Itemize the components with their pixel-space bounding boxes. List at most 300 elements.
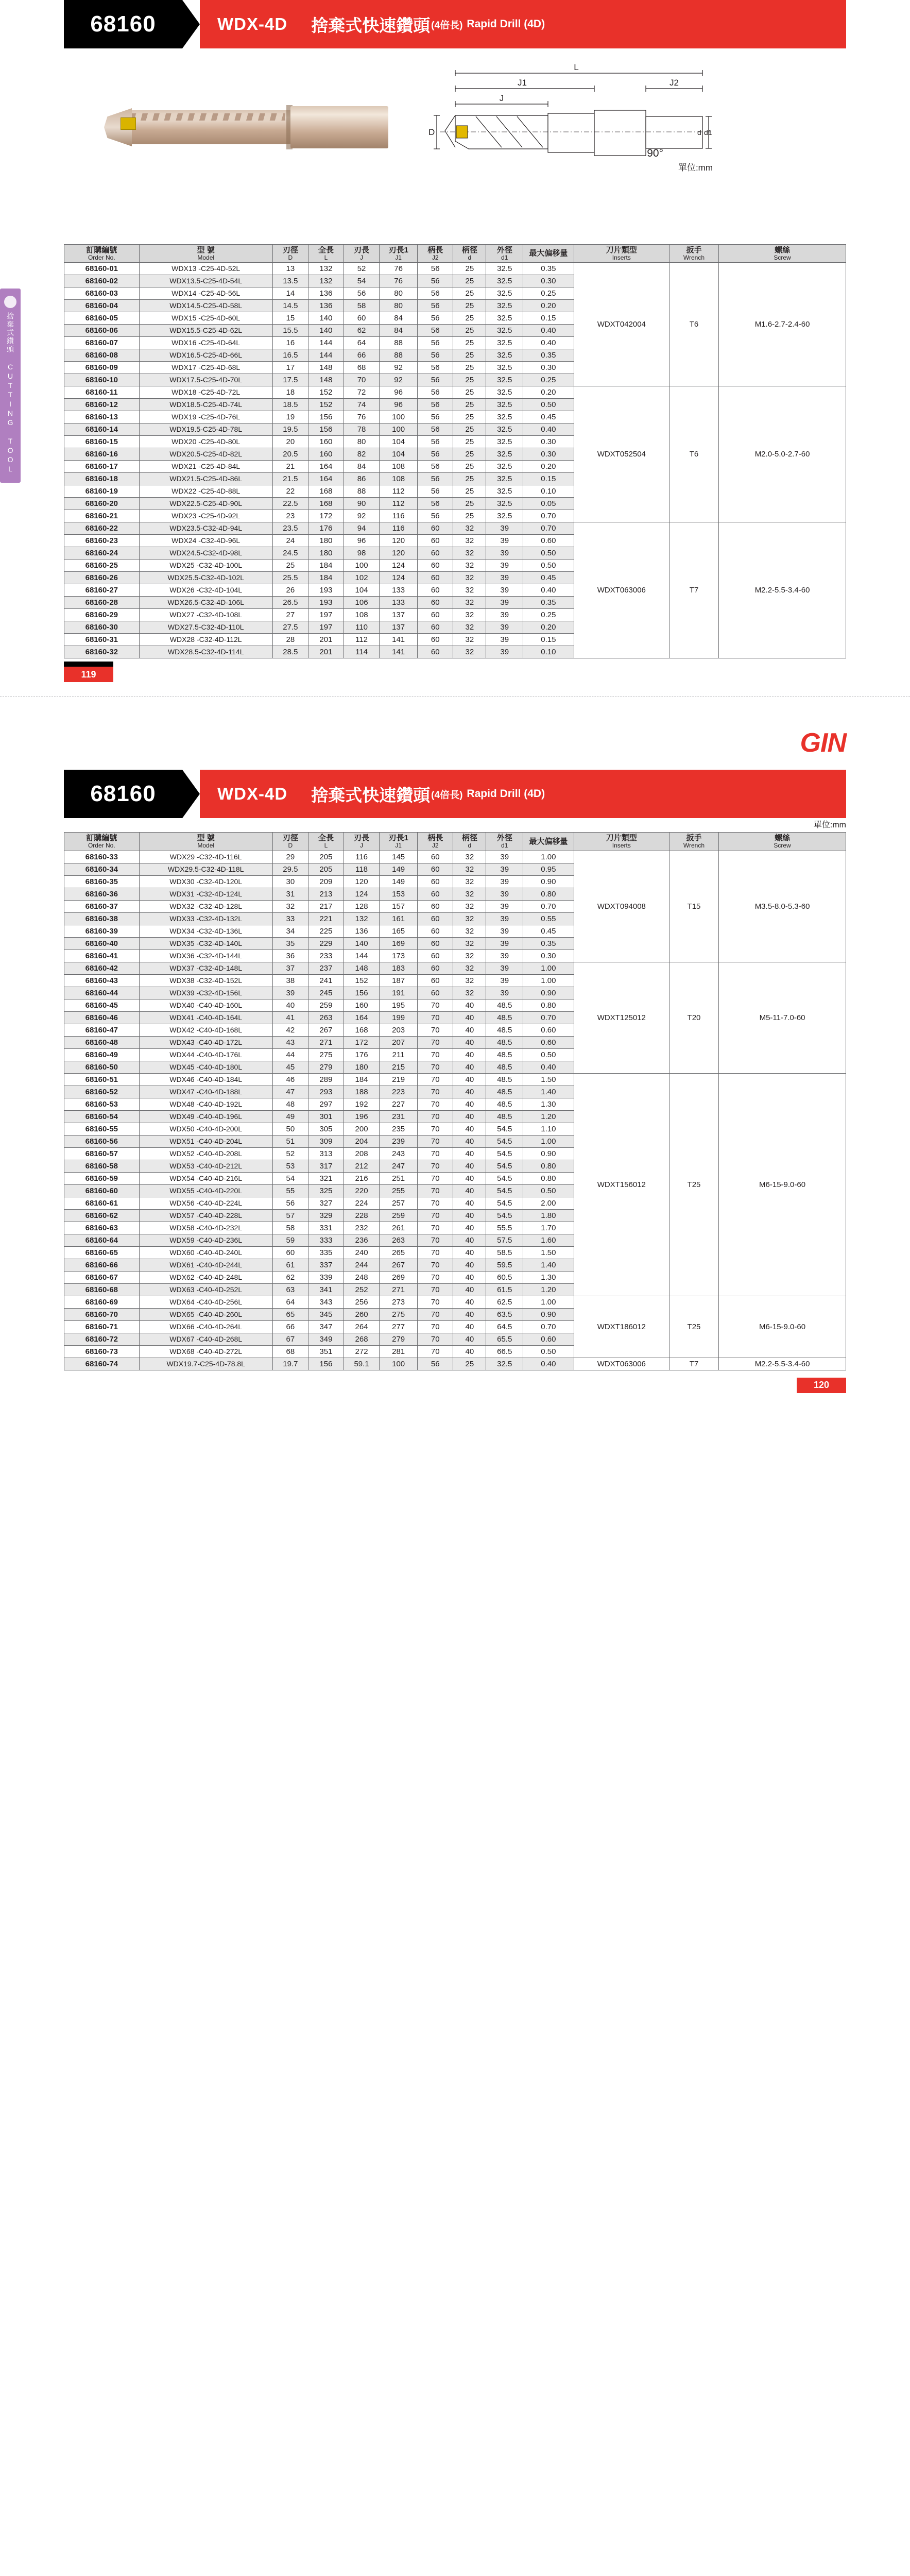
th-d [272,245,308,263]
cell-value: 136 [308,287,344,300]
cell-value: 349 [308,1333,344,1345]
cell-model: WDX63 -C40-4D-252L [139,1283,272,1296]
cell-value: 38 [272,974,308,987]
cell-value: 70 [418,1048,453,1061]
cell-value: 48.5 [486,1098,523,1110]
cell-value: 32 [453,584,486,597]
cell-value: 58 [344,300,380,312]
cell-value: 40 [453,1086,486,1098]
cell-value: 29 [272,851,308,863]
cell-order-no: 68160-72 [64,1333,140,1345]
cell-value: 196 [344,1110,380,1123]
cell-value: 243 [380,1147,418,1160]
cell-value: 57.5 [486,1234,523,1246]
cell-insert: WDXT094008 [574,851,669,962]
th-inserts-120: 刀片類型 Inserts [574,833,669,851]
cell-value: 224 [344,1197,380,1209]
cell-value: 102 [344,572,380,584]
cell-value: 136 [344,925,380,937]
cell-value: 70 [418,1320,453,1333]
cell-value: 0.30 [523,436,574,448]
cell-value: 281 [380,1345,418,1358]
cell-value: 84 [380,312,418,325]
cell-order-no: 68160-41 [64,950,140,962]
cell-value: 32 [453,851,486,863]
cell-value: 76 [344,411,380,423]
cell-value: 0.90 [523,987,574,999]
code-arrow-icon-120 [182,770,200,818]
cell-value: 56 [418,300,453,312]
cell-value: 168 [308,485,344,498]
cell-value: 32.5 [486,436,523,448]
cell-value: 124 [380,560,418,572]
side-tab-left [0,289,21,483]
cell-value: 32.5 [486,411,523,423]
cell-value: 271 [308,1036,344,1048]
cell-order-no: 68160-50 [64,1061,140,1073]
th-wrench [669,245,718,263]
cell-value: 23 [272,510,308,522]
cell-value: 0.15 [523,634,574,646]
cell-value: 104 [380,448,418,461]
cell-value: 40 [272,999,308,1011]
cell-value: 39 [486,950,523,962]
th-j1 [380,245,418,263]
cell-value: 152 [308,399,344,411]
cell-value: 60 [418,863,453,875]
cell-value: 201 [308,646,344,658]
unit-note: 單位:mm [678,163,713,173]
cell-value: 88 [344,485,380,498]
cell-value: 1.00 [523,962,574,974]
cell-value: 164 [308,461,344,473]
cell-model: WDX17.5-C25-4D-70L [139,374,272,386]
cell-value: 245 [308,987,344,999]
cell-value: 32 [453,609,486,621]
cell-value: 0.90 [523,875,574,888]
svg-text:d1: d1 [704,128,712,137]
cell-model: WDX61 -C40-4D-244L [139,1259,272,1271]
cell-model: WDX44 -C40-4D-176L [139,1048,272,1061]
cell-value: 67 [272,1333,308,1345]
cell-value: 25 [453,287,486,300]
cell-value: 1.60 [523,1234,574,1246]
cell-order-no: 68160-17 [64,461,140,473]
cell-value: 203 [380,1024,418,1036]
cell-value: 44 [272,1048,308,1061]
cell-model: WDX54 -C40-4D-216L [139,1172,272,1184]
cell-value: 70 [418,1333,453,1345]
cell-insert: WDXT063006 [574,1358,669,1370]
cell-value: 70 [418,1308,453,1320]
cell-value: 0.80 [523,888,574,900]
cell-value: 25 [453,337,486,349]
cell-order-no: 68160-31 [64,634,140,646]
cell-order-no: 68160-25 [64,560,140,572]
cell-value: 60 [418,584,453,597]
cell-value: 25 [453,436,486,448]
svg-text:D: D [428,127,435,137]
cell-value: 228 [344,1209,380,1222]
cell-value: 70 [418,1259,453,1271]
cell-order-no: 68160-20 [64,498,140,510]
cell-value: 58 [272,1222,308,1234]
cell-value: 70 [418,999,453,1011]
cell-value: 0.15 [523,312,574,325]
cell-model: WDX25.5-C32-4D-102L [139,572,272,584]
cell-value: 259 [380,1209,418,1222]
cell-value: 267 [308,1024,344,1036]
cell-model: WDX15 -C25-4D-60L [139,312,272,325]
cell-value: 120 [380,535,418,547]
cell-order-no: 68160-53 [64,1098,140,1110]
cell-value: 56 [418,386,453,399]
cell-value: 277 [380,1320,418,1333]
cell-value: 149 [380,875,418,888]
cell-value: 331 [308,1222,344,1234]
cell-value: 0.80 [523,1172,574,1184]
cell-value: 0.30 [523,362,574,374]
cell-value: 351 [308,1345,344,1358]
table-row [64,1296,846,1308]
cell-value: 60 [418,912,453,925]
cell-value: 40 [453,1320,486,1333]
insert-icon [121,117,136,130]
cell-model: WDX33 -C32-4D-132L [139,912,272,925]
cell-value: 15 [272,312,308,325]
cell-value: 204 [344,1135,380,1147]
cell-value: 208 [344,1147,380,1160]
svg-text:J1: J1 [518,78,527,88]
cell-value: 48.5 [486,1061,523,1073]
cell-value: 48.5 [486,1073,523,1086]
cell-value: 0.90 [523,1308,574,1320]
cell-order-no: 68160-23 [64,535,140,547]
cell-value: 56 [418,436,453,448]
cell-value: 233 [308,950,344,962]
cell-value: 27.5 [272,621,308,634]
cell-order-no: 68160-01 [64,263,140,275]
cell-value: 40 [453,1345,486,1358]
cell-value: 56 [418,498,453,510]
cell-value: 70 [418,1209,453,1222]
cell-value: 133 [380,584,418,597]
cell-value: 25 [453,498,486,510]
cell-value: 248 [344,1271,380,1283]
cell-screw: M6-15-9.0-60 [719,1296,846,1358]
cell-order-no: 68160-21 [64,510,140,522]
cell-value: 80 [380,300,418,312]
cell-value: 120 [380,547,418,560]
th-d1-en: d1 [501,253,508,261]
cell-value: 0.70 [523,522,574,535]
cell-model: WDX26 -C32-4D-104L [139,584,272,597]
cell-value: 54.5 [486,1197,523,1209]
cell-value: 144 [308,349,344,362]
table-row [64,522,846,535]
cell-value: 215 [380,1061,418,1073]
cell-value: 80 [344,436,380,448]
th-model-cn: 型 號 [197,246,215,255]
header-model-120: WDX-4D [217,784,288,804]
cell-model: WDX23.5-C32-4D-94L [139,522,272,535]
cell-order-no: 68160-66 [64,1259,140,1271]
cell-value: 40 [453,1259,486,1271]
cell-value: 64 [272,1296,308,1308]
cell-value: 60 [418,522,453,535]
cell-model: WDX43 -C40-4D-172L [139,1036,272,1048]
cell-value: 221 [308,912,344,925]
cell-value: 56 [418,349,453,362]
cell-value: 82 [344,448,380,461]
th-j1-en: J1 [395,253,402,261]
cell-model: WDX37 -C32-4D-148L [139,962,272,974]
cell-value: 96 [380,386,418,399]
cell-order-no: 68160-30 [64,621,140,634]
cell-screw: M6-15-9.0-60 [719,1073,846,1296]
cell-value: 32.5 [486,312,523,325]
cell-value: 66 [272,1320,308,1333]
cell-value: 0.20 [523,461,574,473]
cell-value: 39 [486,863,523,875]
cell-value: 200 [344,1123,380,1135]
cell-model: WDX16 -C25-4D-64L [139,337,272,349]
cell-model: WDX34 -C32-4D-136L [139,925,272,937]
cell-value: 1.30 [523,1271,574,1283]
cell-value: 32 [453,962,486,974]
cell-value: 25 [453,362,486,374]
cell-model: WDX26.5-C32-4D-106L [139,597,272,609]
cell-order-no: 68160-46 [64,1011,140,1024]
cell-value: 60 [418,987,453,999]
cell-order-no: 68160-22 [64,522,140,535]
cell-value: 168 [344,1024,380,1036]
cell-model: WDX18 -C25-4D-72L [139,386,272,399]
cell-value: 112 [380,485,418,498]
cell-value: 199 [380,1011,418,1024]
cell-value: 32.5 [486,287,523,300]
cell-order-no: 68160-68 [64,1283,140,1296]
cell-value: 40 [453,1296,486,1308]
cell-value: 18 [272,386,308,399]
cell-value: 56 [418,485,453,498]
cell-value: 39 [486,584,523,597]
cell-value: 70 [418,1184,453,1197]
cell-value: 32 [453,937,486,950]
cell-model: WDX24.5-C32-4D-98L [139,547,272,560]
cell-value: 32.5 [486,473,523,485]
cell-value: 32 [453,646,486,658]
cell-value: 60 [418,621,453,634]
cell-value: 39 [486,888,523,900]
cell-value: 180 [344,1061,380,1073]
cell-value: 1.50 [523,1246,574,1259]
cell-value: 1.00 [523,1296,574,1308]
cell-value: 137 [380,609,418,621]
th-d1-120: 外徑 d1 [486,833,523,851]
th-offset-120: 最大偏移量 [523,833,574,851]
cell-value: 56 [418,325,453,337]
cell-value: 28.5 [272,646,308,658]
cell-value: 0.60 [523,1036,574,1048]
cell-value: 96 [344,535,380,547]
cell-value: 156 [308,411,344,423]
cell-value: 0.40 [523,325,574,337]
cell-value: 25 [453,473,486,485]
cell-value: 59.1 [344,1358,380,1370]
cell-wrench: T6 [669,386,718,522]
cell-value: 301 [308,1110,344,1123]
cell-value: 32 [453,912,486,925]
cell-value: 70 [418,1172,453,1184]
cell-value: 54.5 [486,1172,523,1184]
page-header-120 [64,770,846,818]
cell-value: 70 [418,1086,453,1098]
cell-value: 0.35 [523,597,574,609]
cell-value: 1.00 [523,1135,574,1147]
gin-logo-text: GIN [800,728,846,758]
cell-model: WDX32 -C32-4D-128L [139,900,272,912]
cell-model: WDX39 -C32-4D-156L [139,987,272,999]
cell-wrench: T6 [669,263,718,386]
cell-order-no: 68160-43 [64,974,140,987]
drill-flute [131,113,285,121]
cell-model: WDX27.5-C32-4D-110L [139,621,272,634]
cell-value: 70 [418,1222,453,1234]
cell-value: 70 [418,1024,453,1036]
cell-order-no: 68160-11 [64,386,140,399]
cell-value: 70 [418,1345,453,1358]
cell-value: 0.50 [523,547,574,560]
cell-value: 60 [418,535,453,547]
cell-value: 279 [380,1333,418,1345]
cell-model: WDX58 -C40-4D-232L [139,1222,272,1234]
cell-model: WDX55 -C40-4D-220L [139,1184,272,1197]
cell-value: 28 [272,634,308,646]
cell-value: 255 [380,1184,418,1197]
cell-order-no: 68160-44 [64,987,140,999]
cell-value: 193 [308,584,344,597]
cell-value: 112 [344,634,380,646]
cell-value: 48.5 [486,1036,523,1048]
cell-value: 0.55 [523,912,574,925]
cell-insert: WDXT125012 [574,962,669,1073]
cell-value: 252 [344,1283,380,1296]
cell-value: 216 [344,1172,380,1184]
cell-insert: WDXT063006 [574,522,669,658]
cell-value: 72 [344,386,380,399]
cell-value: 160 [344,999,380,1011]
cell-value: 321 [308,1172,344,1184]
cell-value: 128 [344,900,380,912]
cell-value: 156 [308,1358,344,1370]
cell-value: 63.5 [486,1308,523,1320]
cell-value: 84 [380,325,418,337]
cell-value: 65.5 [486,1333,523,1345]
cell-value: 172 [344,1036,380,1048]
cell-value: 39 [486,547,523,560]
th-j2-en: J2 [432,253,439,261]
cell-value: 41 [272,1011,308,1024]
cell-value: 32.5 [486,362,523,374]
cell-model: WDX22.5-C25-4D-90L [139,498,272,510]
cell-model: WDX59 -C40-4D-236L [139,1234,272,1246]
cell-value: 55.5 [486,1222,523,1234]
cell-value: 39 [272,987,308,999]
spec-table-body-120 [64,851,846,1370]
cell-value: 32 [453,925,486,937]
cell-value: 32 [453,974,486,987]
cell-screw: M2.2-5.5-3.4-60 [719,1358,846,1370]
page-number-119: 119 [64,667,113,682]
cell-value: 40 [453,1061,486,1073]
cell-value: 32.5 [486,337,523,349]
cell-value: 172 [308,510,344,522]
th-j2-cn: 柄長 [427,246,443,255]
cell-value: 132 [308,275,344,287]
cell-value: 32.5 [486,423,523,436]
cell-value: 236 [344,1234,380,1246]
cell-value: 297 [308,1098,344,1110]
cell-model: WDX56 -C40-4D-224L [139,1197,272,1209]
cell-value: 56 [418,473,453,485]
cell-model: WDX25 -C32-4D-100L [139,560,272,572]
cell-value: 45 [272,1061,308,1073]
cell-insert: WDXT186012 [574,1296,669,1358]
cell-value: 0.90 [523,1147,574,1160]
cell-value: 201 [308,634,344,646]
cell-model: WDX50 -C40-4D-200L [139,1123,272,1135]
cell-value: 60 [418,888,453,900]
cell-value: 0.10 [523,485,574,498]
cell-value: 20 [272,436,308,448]
cell-value: 261 [380,1222,418,1234]
cell-value: 70 [418,1197,453,1209]
cell-value: 195 [380,999,418,1011]
cell-value: 40 [453,1333,486,1345]
cell-value: 48.5 [486,1110,523,1123]
cell-model: WDX16.5-C25-4D-66L [139,349,272,362]
cell-value: 0.35 [523,263,574,275]
cell-value: 60 [418,572,453,584]
cell-value: 32 [453,900,486,912]
cell-value: 152 [308,386,344,399]
cell-model: WDX23 -C25-4D-92L [139,510,272,522]
cell-model: WDX53 -C40-4D-212L [139,1160,272,1172]
cell-value: 54 [344,275,380,287]
cell-model: WDX20 -C25-4D-80L [139,436,272,448]
cell-value: 213 [308,888,344,900]
cell-value: 0.70 [523,900,574,912]
cell-value: 56 [418,337,453,349]
cell-value: 180 [308,547,344,560]
cell-order-no: 68160-56 [64,1135,140,1147]
drill-icon [4,296,16,308]
cell-order-no: 68160-49 [64,1048,140,1061]
cell-value: 20.5 [272,448,308,461]
cell-value: 88 [380,337,418,349]
cell-value: 251 [380,1172,418,1184]
th-order-no-en: Order No. [88,253,115,261]
cell-value: 0.05 [523,498,574,510]
cell-order-no: 68160-36 [64,888,140,900]
cell-order-no: 68160-33 [64,851,140,863]
cell-value: 343 [308,1296,344,1308]
cell-value: 0.50 [523,560,574,572]
cell-value: 35 [272,937,308,950]
cell-value: 56 [418,411,453,423]
cell-value: 56 [418,461,453,473]
